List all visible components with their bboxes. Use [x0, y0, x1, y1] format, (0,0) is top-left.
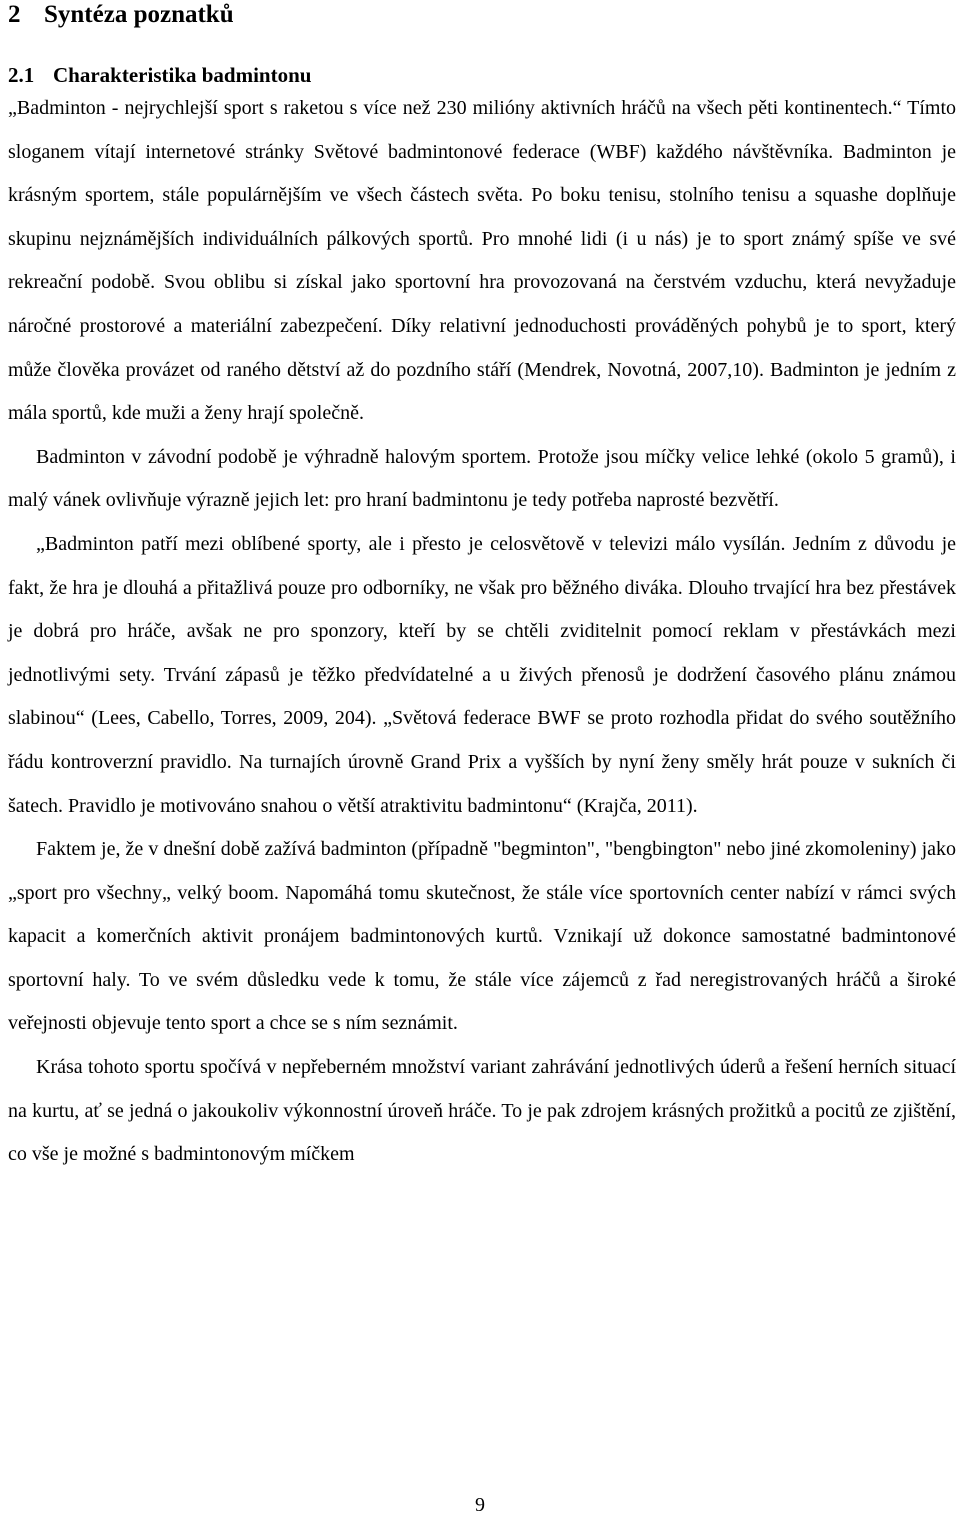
paragraph-television: „Badminton patří mezi oblíbené sporty, ale i přesto je celosvětově v televizi málo vysílán. Jedním z důvodu je fakt, že hra je dlouhá a přitažlivá pouze pro odborníky, ne však pro běžného diváka. Dlouho trvající hra bez přestávek je dobrá pro hráče, avšak ne pro sponzory, kteří by se chtěli zviditelnit pomocí reklam v přestávkách mezi jednotlivými sety. Trvání zápasů je těžko předvídatelné a u živých přenosů je dodržení časového plánu známou slabinou“ (Lees, Cabello, Torres, 2009, 204). „Světová federace BWF se proto rozhodla přidat do svého soutěžního řádu kontroverzní pravidlo. Na turnajích úrovně Grand Prix a vyšších by nyní ženy směly hrát pouze v sukních či šatech. Pravidlo je motivováno snahou o větší atraktivitu badmintonu“ (Krajča, 2011).: [8, 532, 956, 817]
page-number: 9: [475, 1494, 485, 1516]
chapter-title: Syntéza poznatků: [44, 1, 234, 28]
paragraph-indoor: Badminton v závodní podobě je výhradně halovým sportem. Protože jsou míčky velice lehké (okolo 5 gramů), i malý vánek ovlivňuje výrazně jejich let: pro hraní badmintonu je tedy potřeba naprosté bezvětří.: [8, 445, 956, 512]
chapter-heading: [8, 0, 234, 30]
section-title: Charakteristika badmintonu: [53, 63, 312, 87]
paragraph-intro: „Badminton - nejrychlejší sport s raketou s více než 230 milióny aktivních hráčů na všech pěti kontinentech.“ Tímto sloganem vítají internetové stránky Světové badmintonové federace (WBF) každého návštěvníka. Badminton je krásným sportem, stále populárnějším ve všech částech světa. Po boku tenisu, stolního tenisu a squashe doplňuje skupinu nejznámějších individuálních pálkových sportů. Pro mnohé lidi (i u nás) je to sport známý spíše ve své rekreační podobě. Svou oblibu si získal jako sportovní hra provozovaná na čerstvém vzduchu, která nevyžaduje náročné prostorové a materiální zabezpečení. Díky relativní jednoduchosti prováděných pohybů je to sport, který může člověka provázet od raného dětství až do pozdního stáří (Mendrek, Novotná, 2007,10). Badminton je jedním z mála sportů, kde muži a ženy hrají společně.: [8, 97, 956, 425]
section-heading: [8, 62, 311, 88]
section-number: 2.1: [8, 63, 35, 87]
paragraph-boom: Faktem je, že v dnešní době zažívá badminton (případně "begminton", "bengbington" nebo jiné zkomoleniny) jako „sport pro všechny„ velký boom. Napomáhá tomu skutečnost, že stále více sportovních center nabízí v rámci svých kapacit a komerčních aktivit pronájem badmintonových kurtů. Vznikají už dokonce samostatné badmintonové sportovní haly. To ve svém důsledku vede k tomu, že stále více zájemců z řad neregistrovaných hráčů a široké veřejnosti objevuje tento sport a chce se s ním seznámit.: [8, 838, 956, 1035]
body-text: [8, 87, 956, 1177]
paragraph-beauty: Krása tohoto sportu spočívá v nepřeberném množství variant zahrávání jednotlivých úderů a řešení herních situací na kurtu, ať se jedná o jakoukoliv výkonnostní úroveň hráče. To je pak zdrojem krásných prožitků a pocitů ze zjištění, co vše je možné s badmintonovým míčkem: [8, 1056, 956, 1166]
chapter-number: 2: [8, 1, 21, 28]
